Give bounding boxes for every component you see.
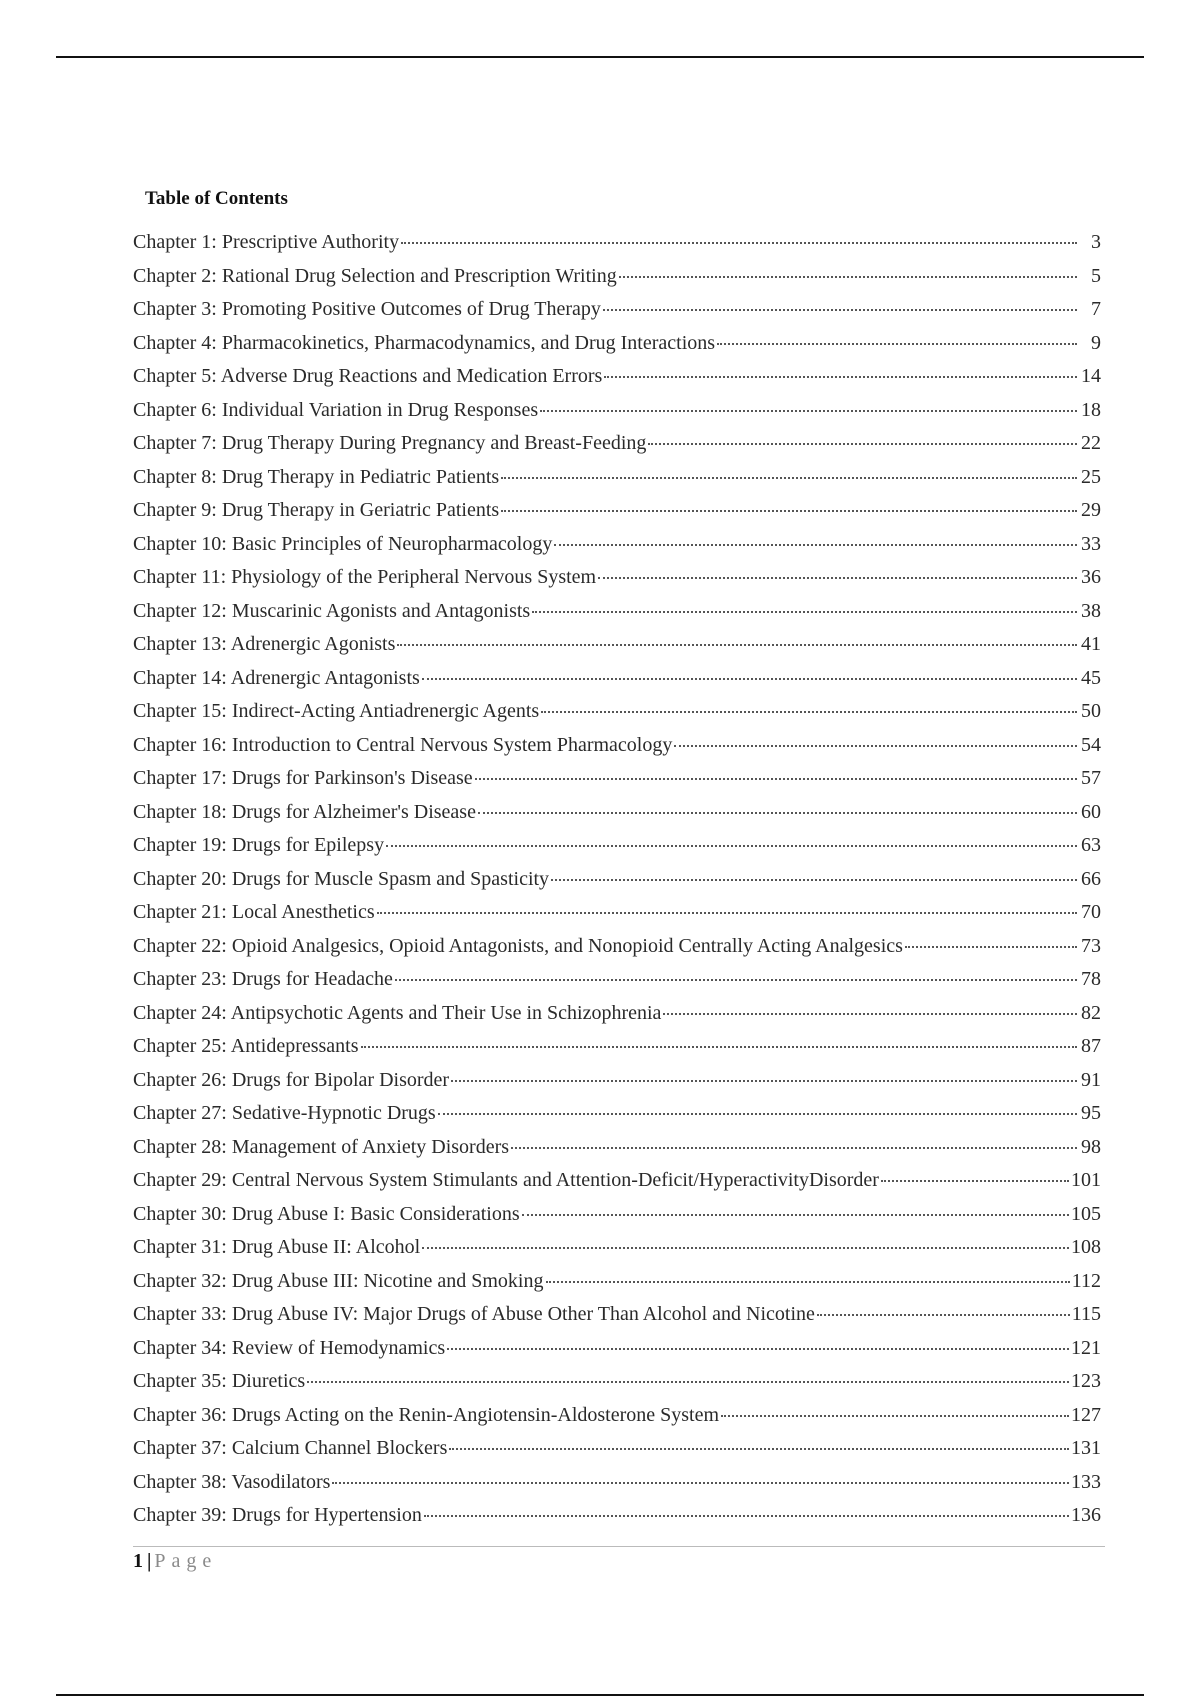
toc-entry-title: Chapter 14: Adrenergic Antagonists [133, 666, 420, 689]
toc-dot-leader [397, 644, 1077, 646]
toc-entry[interactable] [133, 566, 1101, 600]
toc-dot-leader [522, 1214, 1069, 1216]
toc-entry-page: 123 [1071, 1370, 1101, 1392]
toc-entry-title: Chapter 31: Drug Abuse II: Alcohol [133, 1236, 421, 1258]
toc-entry-title: Chapter 36: Drugs Acting on the Renin-Angiotensin-Aldosterone System [133, 1403, 720, 1426]
toc-entry-page: 29 [1081, 499, 1101, 521]
toc-entry-title: Chapter 12: Muscarinic Agonists and Antagonists [133, 599, 531, 622]
toc-entry[interactable] [133, 1102, 1101, 1136]
toc-entry[interactable] [133, 1404, 1101, 1438]
toc-entry-page: 66 [1081, 867, 1101, 890]
toc-entry-title: Chapter 21: Local Anesthetics [133, 901, 375, 923]
toc-entry[interactable] [133, 1236, 1101, 1270]
toc-dot-leader [501, 510, 1077, 512]
toc-entry-title: Chapter 19: Drugs for Epilepsy [133, 834, 385, 856]
toc-dot-leader [881, 1180, 1069, 1182]
toc-entry-page: 87 [1081, 1035, 1101, 1057]
bottom-rule [56, 1694, 1144, 1696]
toc-entry[interactable] [133, 767, 1101, 801]
toc-entry-page: 112 [1071, 1269, 1101, 1292]
footer-page-label: Page [154, 1550, 218, 1572]
toc-entry-page: 60 [1081, 800, 1101, 823]
toc-entry-page: 38 [1081, 599, 1101, 622]
toc-entry-title: Chapter 30: Drug Abuse I: Basic Considerations [133, 1202, 520, 1225]
toc-dot-leader [501, 477, 1077, 479]
toc-entry-title: Chapter 5: Adverse Drug Reactions and Medication Errors [133, 365, 603, 387]
toc-entry-page: 131 [1071, 1437, 1101, 1459]
toc-entry-title: Chapter 3: Promoting Positive Outcomes of Drug Therapy [133, 298, 601, 320]
toc-entry-title: Chapter 32: Drug Abuse III: Nicotine and Smoking [133, 1269, 544, 1292]
toc-entry[interactable] [133, 1370, 1101, 1404]
toc-entry-page: 95 [1081, 1102, 1101, 1124]
toc-entry[interactable] [133, 1136, 1101, 1170]
toc-entry-title: Chapter 15: Indirect-Acting Antiadrenergic Agents [133, 700, 540, 722]
toc-dot-leader [546, 1281, 1070, 1283]
toc-entry[interactable] [133, 901, 1101, 935]
toc-entry-title: Chapter 8: Drug Therapy in Pediatric Patients [133, 465, 500, 488]
toc-dot-leader [422, 678, 1077, 680]
toc-entry-page: 73 [1081, 934, 1101, 957]
toc-entry-title: Chapter 38: Vasodilators [133, 1470, 331, 1493]
toc-dot-leader [541, 711, 1077, 713]
toc-entry-page: 127 [1071, 1403, 1101, 1426]
toc-entry-title: Chapter 10: Basic Principles of Neuropharmacology [133, 532, 553, 555]
toc-entry-page: 78 [1081, 968, 1101, 990]
toc-entry-title: Chapter 4: Pharmacokinetics, Pharmacodynamics, and Drug Interactions [133, 331, 716, 354]
toc-entry[interactable] [133, 734, 1101, 768]
toc-entry-page: 54 [1081, 733, 1101, 756]
toc-entry[interactable] [133, 633, 1101, 667]
toc-entry[interactable] [133, 1069, 1101, 1103]
toc-entry-page: 45 [1081, 666, 1101, 689]
toc-dot-leader [603, 309, 1077, 311]
toc-entry-title: Chapter 11: Physiology of the Peripheral Nervous System [133, 566, 597, 588]
toc-entry-page: 101 [1071, 1169, 1101, 1191]
toc-entry-page: 33 [1081, 532, 1101, 555]
toc-entry[interactable] [133, 1169, 1101, 1203]
toc-entry[interactable] [133, 600, 1101, 634]
toc-entry[interactable] [133, 231, 1101, 265]
toc-entry[interactable] [133, 365, 1101, 399]
page-footer [133, 1550, 217, 1573]
toc-entry[interactable] [133, 868, 1101, 902]
toc-entry[interactable] [133, 332, 1101, 366]
toc-entry-page: 136 [1071, 1504, 1101, 1526]
footer-page-number: 1 [133, 1550, 143, 1572]
toc-entry-title: Chapter 17: Drugs for Parkinson's Disease [133, 767, 473, 789]
toc-entry-page: 36 [1081, 566, 1101, 588]
toc-entry[interactable] [133, 667, 1101, 701]
toc-dot-leader [377, 912, 1077, 914]
toc-entry-title: Chapter 6: Individual Variation in Drug Responses [133, 398, 539, 421]
footer-separator: | [147, 1550, 152, 1572]
toc-dot-leader [905, 946, 1077, 948]
toc-dot-leader [619, 276, 1077, 278]
toc-entry[interactable] [133, 968, 1101, 1002]
toc-entry[interactable] [133, 1437, 1101, 1471]
toc-entry[interactable] [133, 1270, 1101, 1304]
toc-entry[interactable] [133, 1203, 1101, 1237]
footer-rule [133, 1546, 1105, 1547]
toc-entry[interactable] [133, 1303, 1101, 1337]
toc-dot-leader [395, 979, 1077, 981]
toc-dot-leader [449, 1448, 1069, 1450]
toc-entry-page: 5 [1091, 264, 1101, 287]
toc-entry-title: Chapter 25: Antidepressants [133, 1035, 359, 1057]
toc-entry-title: Chapter 13: Adrenergic Agonists [133, 633, 396, 655]
toc-dot-leader [721, 1415, 1069, 1417]
top-rule [56, 56, 1144, 58]
toc-entry-title: Chapter 39: Drugs for Hypertension [133, 1504, 422, 1526]
toc-dot-leader [674, 745, 1077, 747]
toc-entry-title: Chapter 9: Drug Therapy in Geriatric Patients [133, 499, 500, 521]
toc-entry-title: Chapter 29: Central Nervous System Stimulants and Attention-Deficit/HyperactivityDisorder [133, 1169, 879, 1191]
toc-entry-page: 50 [1081, 700, 1101, 722]
toc-entry[interactable] [133, 935, 1101, 969]
toc-entry-title: Chapter 22: Opioid Analgesics, Opioid Antagonists, and Nonopioid Centrally Acting Analgesics [133, 934, 903, 957]
toc-entry-page: 18 [1081, 398, 1101, 421]
toc-entry-title: Chapter 28: Management of Anxiety Disorders [133, 1135, 510, 1158]
toc-dot-leader [540, 410, 1077, 412]
toc-entry[interactable] [133, 399, 1101, 433]
toc-entry[interactable] [133, 1471, 1101, 1505]
toc-dot-leader [361, 1046, 1077, 1048]
toc-entry[interactable] [133, 1035, 1101, 1069]
toc-dot-leader [554, 544, 1077, 546]
toc-entry-page: 22 [1081, 432, 1101, 454]
toc-entry-title: Chapter 20: Drugs for Muscle Spasm and Spasticity [133, 867, 550, 890]
toc-entry-title: Chapter 34: Review of Hemodynamics [133, 1336, 446, 1359]
toc-entry-title: Chapter 2: Rational Drug Selection and Prescription Writing [133, 264, 617, 287]
toc-entry-page: 9 [1091, 331, 1101, 354]
toc-entry-title: Chapter 27: Sedative-Hypnotic Drugs [133, 1102, 436, 1124]
toc-entry[interactable] [133, 432, 1101, 466]
toc-dot-leader [598, 577, 1077, 579]
toc-entry-title: Chapter 33: Drug Abuse IV: Major Drugs of Abuse Other Than Alcohol and Nicotine [133, 1303, 815, 1325]
toc-entry-page: 41 [1081, 633, 1101, 655]
toc-entry-title: Chapter 24: Antipsychotic Agents and Their Use in Schizophrenia [133, 1001, 662, 1024]
toc-heading: Table of Contents [145, 188, 288, 209]
toc-entry[interactable] [133, 499, 1101, 533]
toc-dot-leader [663, 1013, 1077, 1015]
toc-dot-leader [478, 812, 1077, 814]
toc-dot-leader [307, 1381, 1069, 1383]
toc-entry-page: 14 [1081, 365, 1101, 387]
toc-dot-leader [817, 1314, 1070, 1316]
toc-entry-title: Chapter 23: Drugs for Headache [133, 968, 393, 990]
toc-dot-leader [475, 778, 1077, 780]
toc-entry[interactable] [133, 700, 1101, 734]
toc-dot-leader [604, 376, 1077, 378]
toc-entry[interactable] [133, 466, 1101, 500]
toc-entry-page: 63 [1081, 834, 1101, 856]
toc-entry-title: Chapter 26: Drugs for Bipolar Disorder [133, 1068, 450, 1091]
toc-entry-page: 91 [1081, 1068, 1101, 1091]
toc-entry-page: 115 [1071, 1303, 1101, 1325]
toc-dot-leader [648, 443, 1077, 445]
toc-entry-page: 105 [1071, 1202, 1101, 1225]
toc-entry[interactable] [133, 1337, 1101, 1371]
toc-entry-title: Chapter 7: Drug Therapy During Pregnancy and Breast-Feeding [133, 432, 647, 454]
toc-entry-page: 121 [1071, 1336, 1101, 1359]
toc-entry-page: 3 [1091, 231, 1101, 253]
toc-entry[interactable] [133, 801, 1101, 835]
toc-entry-page: 57 [1081, 767, 1101, 789]
toc-entry[interactable] [133, 265, 1101, 299]
toc-entry[interactable] [133, 1504, 1101, 1538]
toc-dot-leader [401, 242, 1077, 244]
toc-dot-leader [332, 1482, 1069, 1484]
toc-entry[interactable] [133, 533, 1101, 567]
toc-entry-title: Chapter 18: Drugs for Alzheimer's Disease [133, 800, 476, 823]
toc-dot-leader [551, 879, 1077, 881]
toc-entry[interactable] [133, 834, 1101, 868]
toc-dot-leader [511, 1147, 1077, 1149]
toc-dot-leader [424, 1515, 1069, 1517]
toc-dot-leader [532, 611, 1077, 613]
toc-entry-page: 82 [1081, 1001, 1101, 1024]
toc-entry-page: 25 [1081, 465, 1101, 488]
toc-dot-leader [451, 1080, 1077, 1082]
toc-entry[interactable] [133, 1002, 1101, 1036]
toc-dot-leader [717, 343, 1077, 345]
toc-dot-leader [447, 1348, 1069, 1350]
toc-entry[interactable] [133, 298, 1101, 332]
toc-entry-page: 7 [1091, 298, 1101, 320]
toc-dot-leader [438, 1113, 1077, 1115]
toc-list [133, 231, 1101, 1538]
toc-entry-page: 70 [1081, 901, 1101, 923]
toc-dot-leader [422, 1247, 1069, 1249]
toc-entry-title: Chapter 37: Calcium Channel Blockers [133, 1437, 448, 1459]
toc-entry-title: Chapter 35: Diuretics [133, 1370, 306, 1392]
toc-dot-leader [386, 845, 1077, 847]
toc-entry-title: Chapter 1: Prescriptive Authority [133, 231, 400, 253]
toc-entry-page: 133 [1071, 1470, 1101, 1493]
toc-entry-title: Chapter 16: Introduction to Central Nervous System Pharmacology [133, 733, 673, 756]
toc-entry-page: 98 [1081, 1135, 1101, 1158]
toc-entry-page: 108 [1071, 1236, 1101, 1258]
